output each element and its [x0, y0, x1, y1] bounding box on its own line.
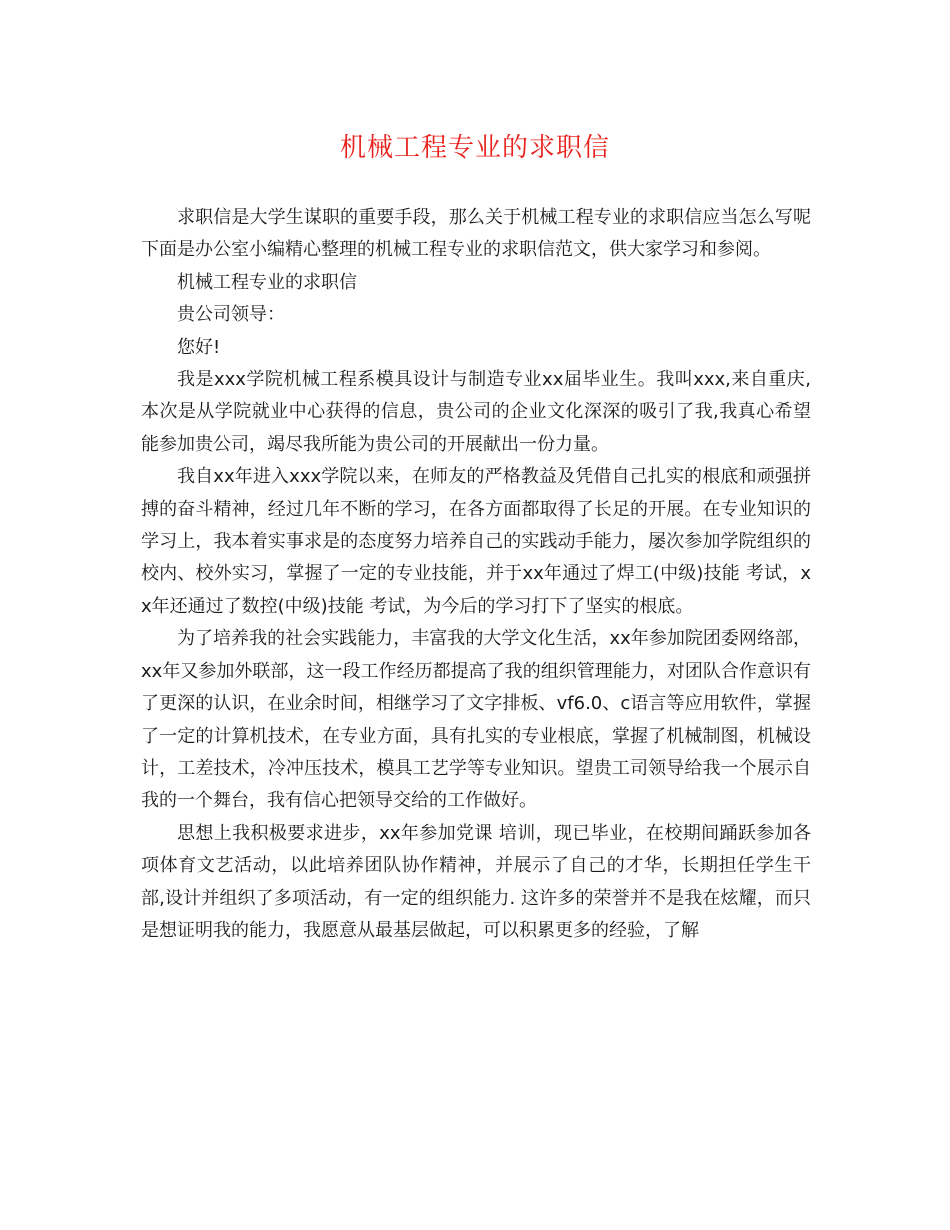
paragraph-greeting: 您好! [177, 336, 221, 358]
document-title: 机械工程专业的求职信 [339, 133, 610, 163]
paragraph-self-introduction: 我是xxx学院机械工程系模具设计与制造专业xx届毕业生。我叫xxx,来自重庆,本次是从学院就业中心获得的信息，贵公司的企业文化深深的吸引了我,我真心希望能参加贵公司，竭尽我所能为贵公司的开展献出一份力量。 [141, 369, 811, 455]
paragraph-ideology: 思想上我积极要求进步，xx年参加党课 培训，现已毕业，在校期间踊跃参加各项体育文艺活动，以此培养团队协作精神，并展示了自己的才华，长期担任学生干部,设计并组织了多项活动，有一定的组织能力. 这许多的荣誉并不是我在炫耀，而只是想证明我的能力，我愿意从最基层做起，可以积累更多的经验，了解 [141, 822, 811, 941]
paragraph-subtitle: 机械工程专业的求职信 [177, 271, 357, 293]
document-body [141, 202, 811, 947]
paragraph-salutation: 贵公司领导： [177, 304, 285, 326]
paragraph-study: 我自xx年进入xxx学院以来，在师友的严格教益及凭借自己扎实的根底和顽强拼搏的奋斗精神，经过几年不断的学习，在各方面都取得了长足的开展。在专业知识的学习上，我本着实事求是的态度努力培养自己的实践动手能力，屡次参加学院组织的校内、校外实习，掌握了一定的专业技能，并于xx年通过了焊工(中级)技能 考试，xx年还通过了数控(中级)技能 考试，为今后的学习打下了坚实的根底。 [141, 466, 811, 617]
paragraph-practice: 为了培养我的社会实践能力，丰富我的大学文化生活，xx年参加院团委网络部， xx年又参加外联部，这一段工作经历都提高了我的组织管理能力，对团队合作意识有了更深的认识，在业余时间，相继学习了文字排板、vf6.0、c语言等应用软件，掌握了一定的计算机技术，在专业方面，具有扎实的专业根底，掌握了机械制图，机械设计，工差技术，冷冲压技术，模具工艺学等专业知识。望贵工司领导给我一个展示自我的一个舞台，我有信心把领导交给的工作做好。 [141, 628, 811, 812]
paragraph-intro: 求职信是大学生谋职的重要手段，那么关于机械工程专业的求职信应当怎么写呢下面是办公室小编精心整理的机械工程专业的求职信范文，供大家学习和参阅。 [141, 207, 811, 261]
